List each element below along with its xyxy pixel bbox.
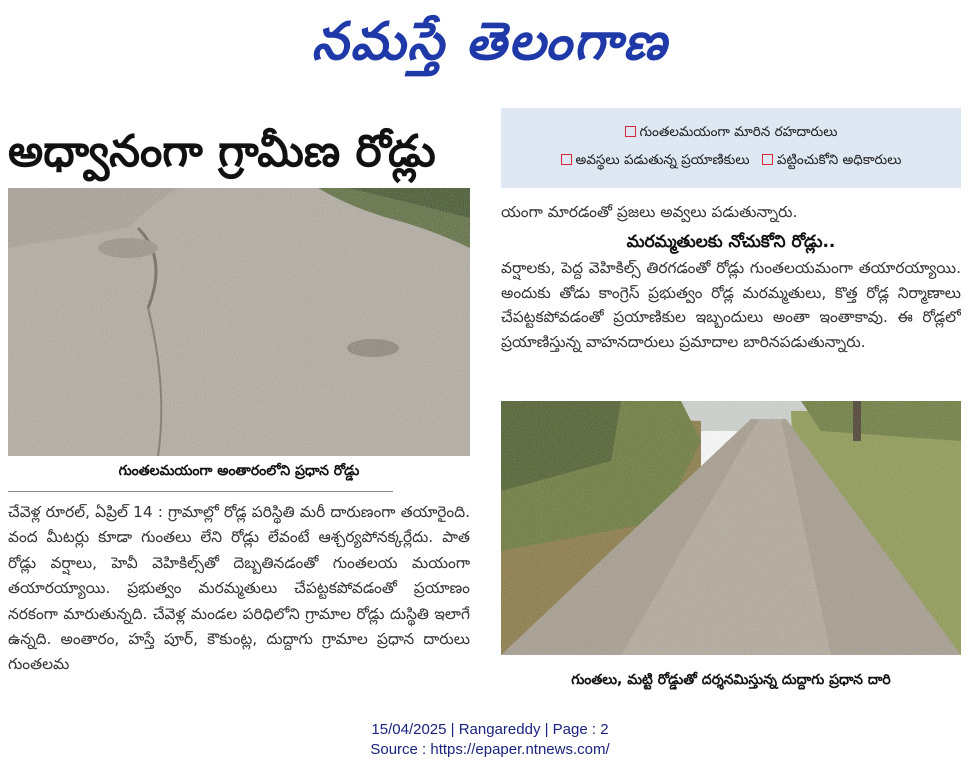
highlight-row-2 [509,146,953,174]
footer-edition-info: 15/04/2025 | Rangareddy | Page : 2 [371,721,609,738]
masthead-title: నమస్తే తెలంగాణ [311,12,669,72]
highlight-row-1 [509,118,953,146]
highlight-item: గుంతలమయంగా మారిన రహదారులు [625,124,838,140]
checkbox-icon [561,154,572,165]
road-photo-duddagu [501,401,961,655]
footer [0,720,980,760]
highlights-box [501,108,961,188]
checkbox-icon [625,126,636,137]
footer-source: Source : https://epaper.ntnews.com/ [370,741,610,758]
article-body-right [501,256,961,396]
photo1-caption: గుంతలమయంగా అంతారంలోని ప్రధాన రోడ్డు [118,463,360,479]
road-photo-duddagu-image [501,401,961,655]
body-paragraph: చేవెళ్ల రూరల్, ఏప్రిల్ 14 : గ్రామాల్లో రోడ్ల పరిస్థితి మరీ దారుణంగా తయారైంది. వంద మీటర్లు కూడా గుంతలు లేని రోడ్లు లేవంటే ఆశ్చర్యపోనక్కర్లేదు. పాత రోడ్లు వర్షాలు, హెవీ వెహికిల్స్‌తో దెబ్బతినడంతో గుంతలయ మయంగా తయారయ్యాయి. ప్రభుత్వం మరమ్మతులు చేపట్టకపోవడంతో ప్రయాణం నరకంగా మారుతున్నది. చేవెళ్ల మండల పరిధిలోని గ్రామాల రోడ్లు దుస్థితి ఇలాగే ఉన్నది. అంతారం, హస్తే పూర్, కౌకుంట్ల, దుద్దాగు గ్రామాల ప్రధాన దారులు గుంతలమ [8,503,470,674]
body-continuation: యంగా మారడంతో ప్రజలు అవ్వలు పడుతున్నారు. [501,203,798,221]
road-photo-antharam-image [8,188,470,456]
article-body-left [8,500,470,700]
highlight-item: అవస్థలు పడుతున్న ప్రయాణికులు [561,152,750,168]
photo2-caption: గుంతలు, మట్టి రోడ్డుతో దర్శనమిస్తున్న దుద్దాగు ప్రధాన దారి [571,672,891,688]
article-subheading: మరమ్మతులకు నోచుకోని రోడ్లు.. [626,232,836,252]
road-photo-antharam [8,188,470,456]
article-headline: అధ్వానంగా గ్రామీణ రోడ్లు [8,126,436,177]
masthead [0,6,980,78]
body-paragraph: వర్షాలకు, పెద్ద వెహికిల్స్ తిరగడంతో రోడ్లు గుంతలయమంగా తయారయ్యాయి. అందుకు తోడు కాంగ్రెస్ ప్రభుత్వం రోడ్ల మరమ్మతులు, కొత్త రోడ్ల నిర్మాణాలు చేపట్టకపోవడంతో ప్రయాణికుల ఇబ్బందులు అంతా ఇంతాకావు. ఈ రోడ్లలో ప్రయాణిస్తున్న వాహనదారులు ప్రమాదాల బారినపడుతున్నారు. [501,259,961,351]
highlight-item: పట్టించుకోని అధికారులు [762,152,902,168]
checkbox-icon [762,154,773,165]
caption-divider [8,491,393,492]
